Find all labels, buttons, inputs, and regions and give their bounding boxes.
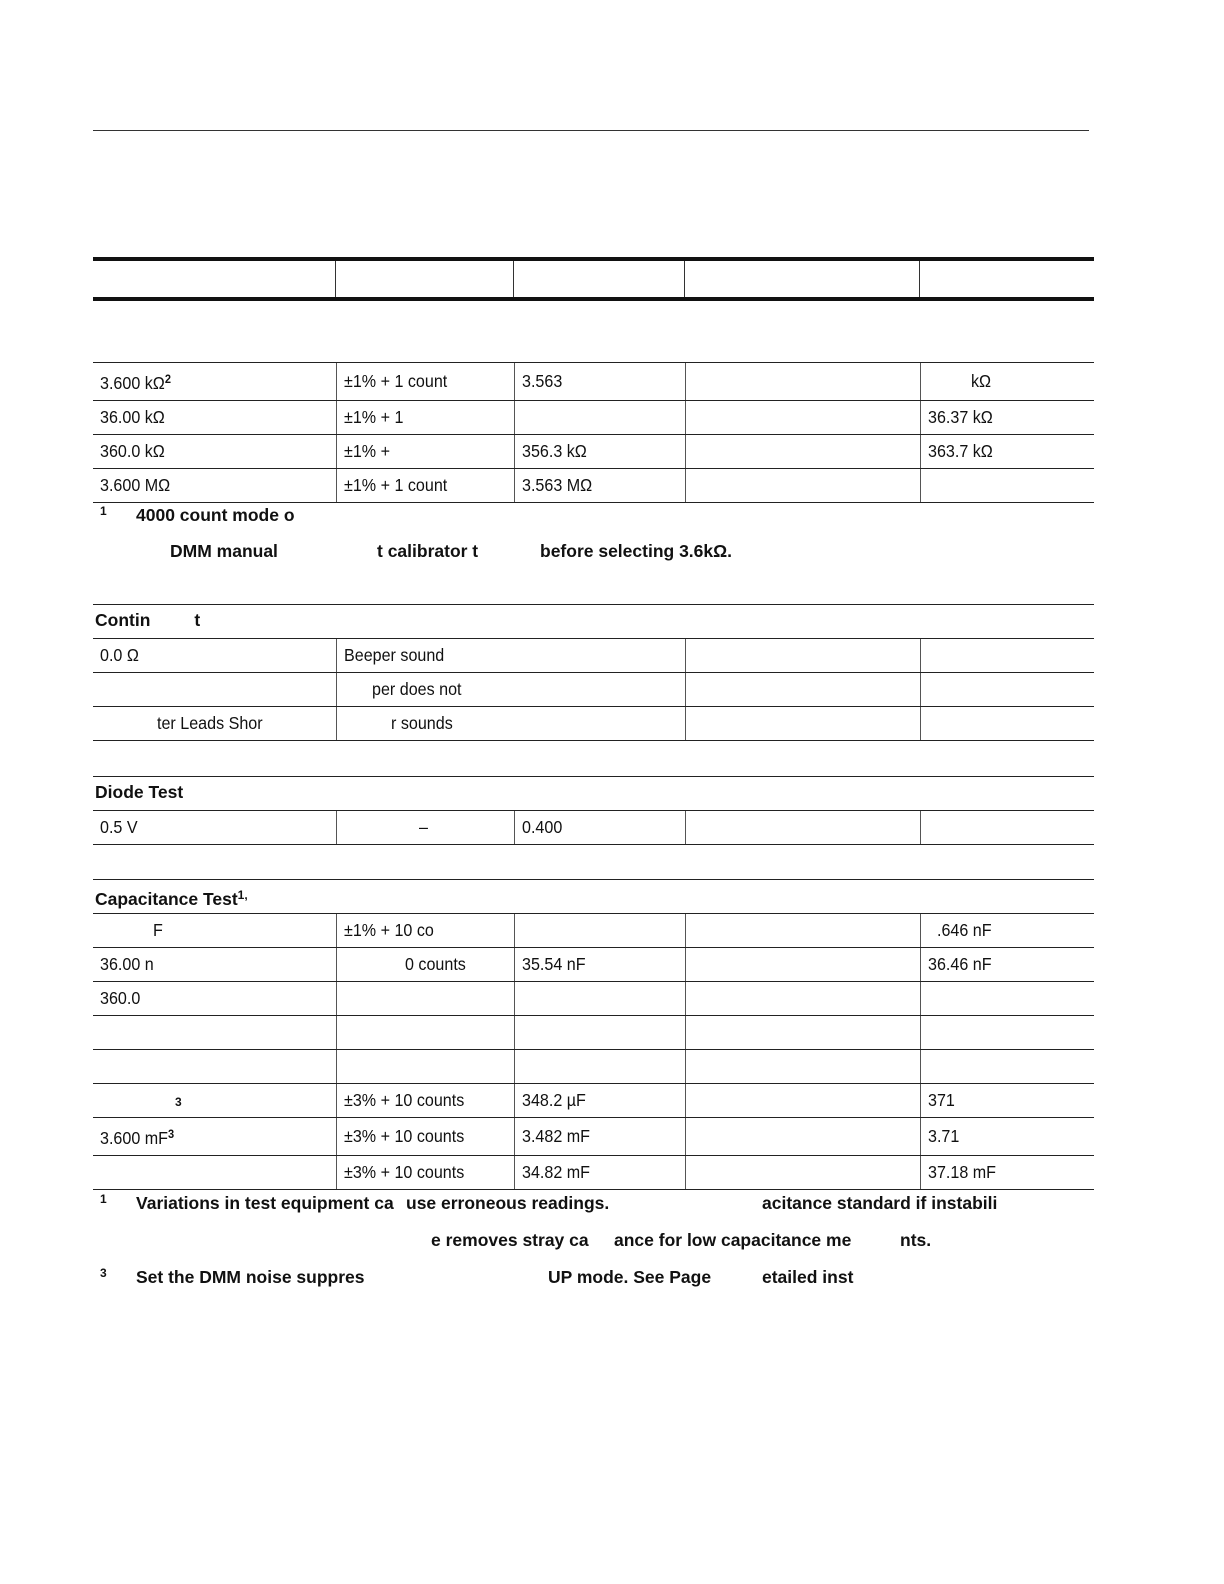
continuity-table [93,638,1094,741]
footnote-text: ance for low capacitance me [614,1230,852,1250]
diode-table [93,810,1094,845]
high-limit-cell: 363.7 kΩ [927,441,993,461]
footnote-ref: 1, [237,888,248,902]
range-cell: 3.600 $k\Omega^2$ [100,372,172,393]
capacitance-table [93,913,1094,1190]
footnote-text: UP mode. See Page [548,1267,712,1287]
high-limit-cell: 36.37 kΩ [927,407,993,427]
table-row [93,1156,1094,1190]
table-row [93,469,1094,503]
footnote-ref: 2 [164,372,172,386]
tolerance-cell: ±3% + 10 counts [343,1162,464,1182]
header-divider [335,261,336,297]
tolerance-cell: ±1% + 1 count [343,371,447,391]
tolerance-cell: ±1% + 1 count [343,475,447,495]
footnote-text: DMM manual [170,541,278,561]
low-limit-cell: 34.82 mF [521,1162,590,1182]
tolerance-cell: ±3% + 10 counts [343,1090,464,1110]
header-divider [919,261,920,297]
section-title-diode: Diode Test [93,776,1094,809]
tolerance-cell: – [418,817,428,837]
footnote-text: acitance standard if instabili [762,1193,998,1213]
footnote-number: 1 [100,1192,107,1206]
table-row [93,982,1094,1016]
top-rule [93,130,1089,131]
header-divider [684,261,685,297]
tolerance-cell: ±1% + [343,441,390,461]
input-cell: 0.5 V [100,817,138,837]
footnote-text: nts. [900,1230,932,1250]
range-cell: 3.600 $mF^3$ [100,1127,175,1148]
high-limit-cell: 36.46 nF [927,954,992,974]
table-row [93,639,1094,673]
low-limit-cell: 35.54 nF [521,954,586,974]
footnote-text: etailed inst [762,1267,854,1287]
footnote-number: 1 [100,504,107,518]
range-cell: 3.600 MΩ [100,475,171,495]
expected-cell: r sounds [390,713,453,733]
resistance-table [93,362,1094,503]
tolerance-cell: 0 counts [404,954,466,974]
footnote-text: Variations in test equipment ca [136,1193,394,1213]
table-row [93,673,1094,707]
input-cell: ter Leads Shor [157,713,263,733]
expected-cell: Beeper sound [343,645,444,665]
section-title-capacitance: Capacitance Test$^{1,}$ [93,879,1094,912]
tolerance-cell: ±3% + 10 counts [343,1126,464,1146]
table-row [93,1016,1094,1050]
high-limit-cell: .646 nF [936,920,992,940]
footnote-number: 3 [100,1266,107,1280]
footnote-text: t calibrator t [377,541,479,561]
low-limit-cell: 348.2 µF [521,1090,586,1110]
table-row [93,1050,1094,1084]
tolerance-cell: ±1% + 10 co [343,920,434,940]
high-limit-cell: 3.71 [927,1126,959,1146]
section-title-continuity: Contin t [93,604,1094,637]
range-cell: 360.0 [100,988,141,1008]
low-limit-cell: 3.563 [521,371,562,391]
table-row [93,1118,1094,1156]
low-limit-cell: 3.563 MΩ [521,475,592,495]
table-row [93,707,1094,741]
header-divider [513,261,514,297]
footnote-ref: 3 [175,1095,182,1109]
footnote-text: 4000 count mode o [136,505,295,525]
footnote-text: Set the DMM noise suppres [136,1267,365,1287]
range-cell: 360.0 kΩ [100,441,165,461]
table-row [93,435,1094,469]
table-row [93,948,1094,982]
table-header-band [93,257,1094,301]
range-cell: F [153,920,163,940]
low-limit-cell: 3.482 mF [521,1126,590,1146]
table-row [93,914,1094,948]
input-cell: 0.0 Ω [100,645,139,665]
footnote-ref: 3 [168,1127,175,1141]
high-limit-cell: 371 [927,1090,955,1110]
table-row [93,401,1094,435]
footnote-text: e removes stray ca [431,1230,589,1250]
high-limit-cell: 37.18 mF [927,1162,996,1182]
table-row [93,363,1094,401]
table-row [93,1084,1094,1118]
range-cell: 36.00 kΩ [100,407,165,427]
low-limit-cell: 356.3 kΩ [521,441,587,461]
footnote-text: before selecting 3.6kΩ. [540,541,733,561]
footnote-text: use erroneous readings. [406,1193,610,1213]
table-row [93,811,1094,845]
high-limit-cell: kΩ [970,371,991,391]
expected-cell: per does not [371,679,462,699]
range-cell: 36.00 n [100,954,154,974]
tolerance-cell: ±1% + 1 [343,407,403,427]
low-limit-cell: 0.400 [521,817,562,837]
